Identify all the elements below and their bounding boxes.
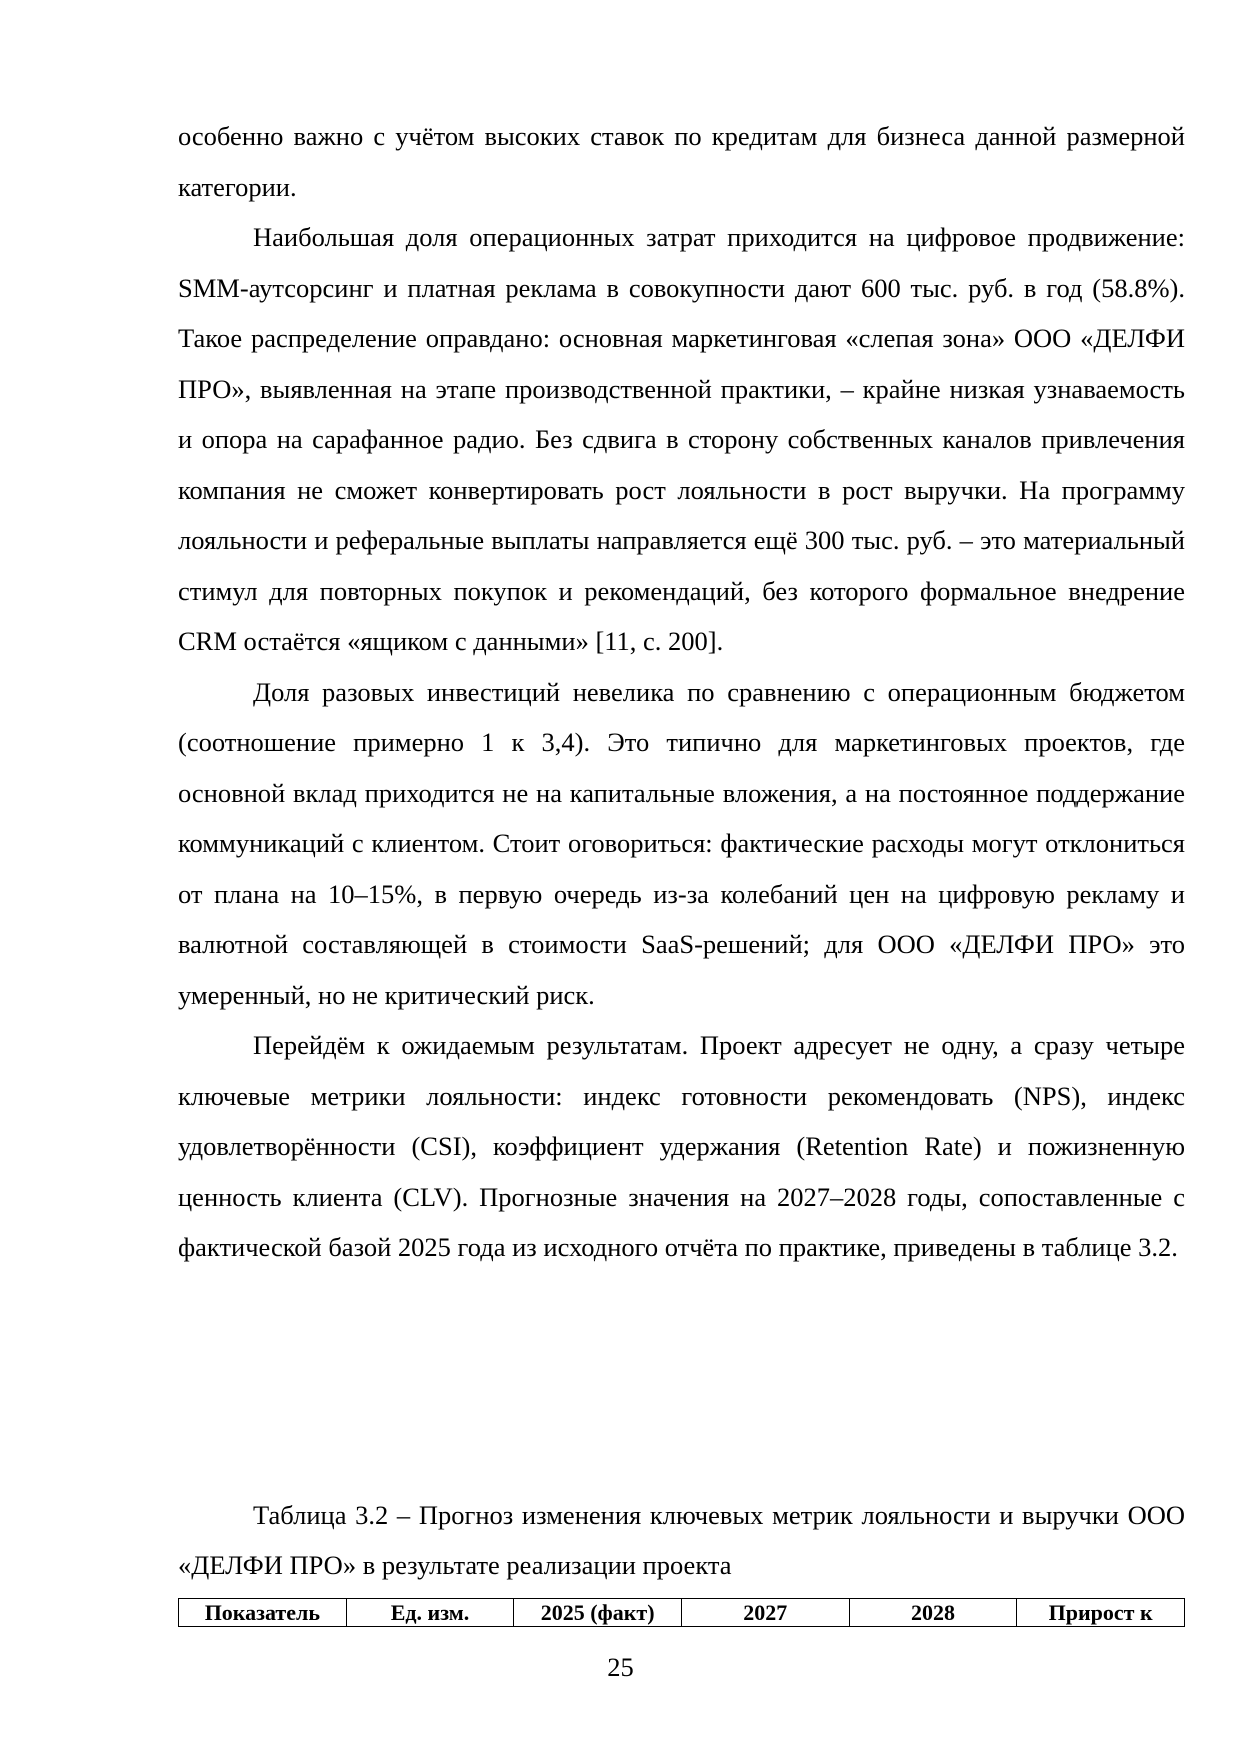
header-indicator: Показатель [179,1599,347,1627]
forecast-table [178,1598,1185,1627]
header-2027: 2027 [681,1599,849,1627]
header-2025-fact: 2025 (факт) [514,1599,682,1627]
header-unit: Ед. изм. [346,1599,514,1627]
paragraph-investments: Доля разовых инвестиций невелика по сравнению с операционным бюджетом (соотношение примерно 1 к 3,4). Это типично для маркетинговых проектов, где основной вклад приходится не на капитальные вложения, а на постоянное поддержание коммуникаций с клиентом. Стоит оговориться: фактические расходы могут отклониться от плана на 10–15%, в первую очередь из-за колебаний цен на цифровую рекламу и валютной составляющей в стоимости SaaS-решений; для ООО «ДЕЛФИ ПРО» это умеренный, но не критический риск. [178,676,1185,1010]
table-caption: Таблица 3.2 – Прогноз изменения ключевых метрик лояльности и выручки ООО «ДЕЛФИ ПРО» в результате реализации проекта [178,1500,1185,1580]
header-2028: 2028 [849,1599,1017,1627]
header-growth: Прирост к [1017,1599,1185,1627]
paragraph-operating-costs: Наибольшая доля операционных затрат приходится на цифровое продвижение: SMM-аутсорсинг и платная реклама в совокупности дают 600 тыс. руб. в год (58.8%). Такое распределение оправдано: основная маркетинговая «слепая зона» ООО «ДЕЛФИ ПРО», выявленная на этапе производственной практики, – крайне низкая узнаваемость и опора на сарафанное радио. Без сдвига в сторону собственных каналов привлечения компания не сможет конвертировать рост лояльности в рост выручки. На программу лояльности и реферальные выплаты направляется ещё 300 тыс. руб. – это материальный стимул для повторных покупок и рекомендаций, без которого формальное внедрение CRM остаётся «ящиком с данными» [11, с. 200]. [178,222,1185,656]
table-header-row [179,1599,1185,1627]
page-number: 25 [607,1652,634,1682]
body-text [178,111,1185,1273]
paragraph-continuation: особенно важно с учётом высоких ставок по кредитам для бизнеса данной размерной категории. [178,121,1185,202]
paragraph-expected-results: Перейдём к ожидаемым результатам. Проект адресует не одну, а сразу четыре ключевые метрики лояльности: индекс готовности рекомендовать (NPS), индекс удовлетворённости (CSI), коэффициент удержания (Retention Rate) и пожизненную ценность клиента (CLV). Прогнозные значения на 2027–2028 годы, сопоставленные с фактической базой 2025 года из исходного отчёта по практике, приведены в таблице 3.2. [178,1030,1185,1262]
